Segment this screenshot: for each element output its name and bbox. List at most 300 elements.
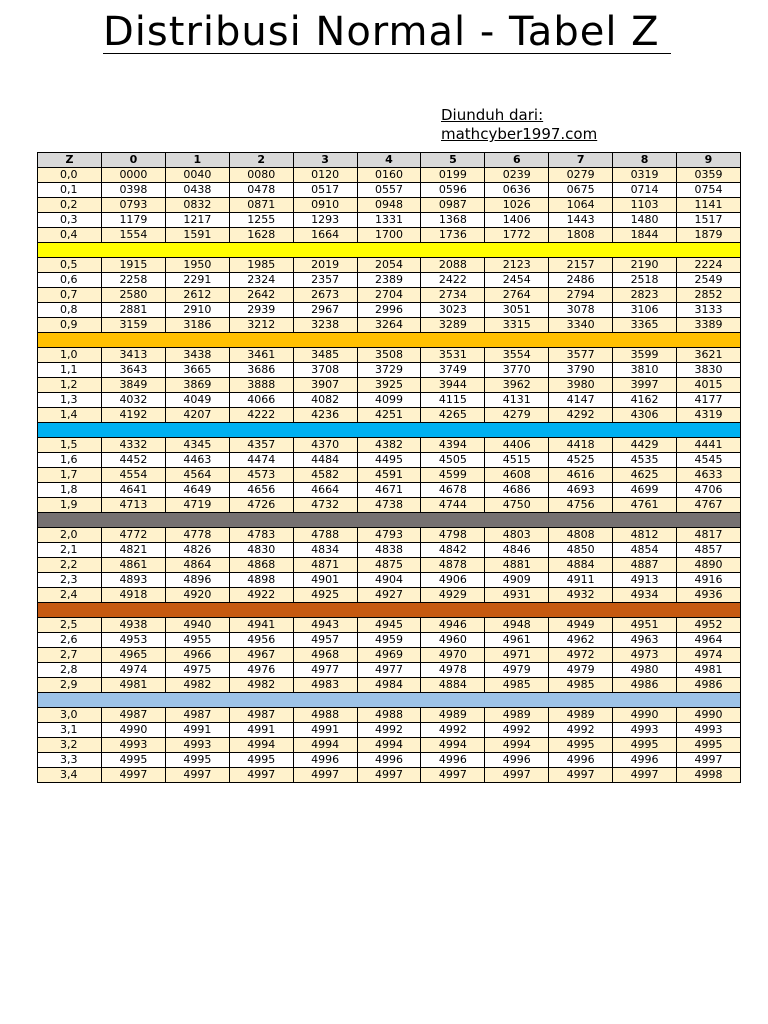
- probability-cell: 4418: [549, 438, 613, 453]
- probability-cell: 4990: [613, 708, 677, 723]
- probability-cell: 4463: [165, 453, 229, 468]
- header-digit-9: 9: [677, 153, 741, 168]
- probability-cell: 4909: [485, 573, 549, 588]
- probability-cell: 3925: [357, 378, 421, 393]
- probability-cell: 4994: [485, 738, 549, 753]
- table-row: [38, 663, 741, 678]
- probability-cell: 0675: [549, 183, 613, 198]
- probability-cell: 3944: [421, 378, 485, 393]
- probability-cell: 4988: [357, 708, 421, 723]
- probability-cell: 4719: [165, 498, 229, 513]
- table-row: [38, 543, 741, 558]
- probability-cell: 1406: [485, 213, 549, 228]
- probability-cell: 4987: [165, 708, 229, 723]
- probability-cell: 4969: [357, 648, 421, 663]
- probability-cell: 1772: [485, 228, 549, 243]
- probability-cell: 4871: [293, 558, 357, 573]
- probability-cell: 4599: [421, 468, 485, 483]
- header-digit-3: 3: [293, 153, 357, 168]
- probability-cell: 4066: [229, 393, 293, 408]
- z-value-cell: 0,2: [38, 198, 102, 213]
- z-value-cell: 0,3: [38, 213, 102, 228]
- z-value-cell: 2,1: [38, 543, 102, 558]
- probability-cell: 4452: [102, 453, 166, 468]
- probability-cell: 4989: [485, 708, 549, 723]
- probability-cell: 1217: [165, 213, 229, 228]
- probability-cell: 4985: [485, 678, 549, 693]
- table-row: [38, 393, 741, 408]
- probability-cell: 4983: [293, 678, 357, 693]
- table-row: [38, 453, 741, 468]
- probability-cell: 4972: [549, 648, 613, 663]
- table-row: [38, 648, 741, 663]
- probability-cell: 1844: [613, 228, 677, 243]
- probability-cell: 4992: [485, 723, 549, 738]
- table-row: [38, 708, 741, 723]
- probability-cell: 4943: [293, 618, 357, 633]
- probability-cell: 4990: [677, 708, 741, 723]
- probability-cell: 3264: [357, 318, 421, 333]
- probability-cell: 4918: [102, 588, 166, 603]
- probability-cell: 4995: [677, 738, 741, 753]
- probability-cell: 4966: [165, 648, 229, 663]
- probability-cell: 4875: [357, 558, 421, 573]
- probability-cell: 4993: [613, 723, 677, 738]
- probability-cell: 2422: [421, 273, 485, 288]
- probability-cell: 4961: [485, 633, 549, 648]
- z-value-cell: 3,0: [38, 708, 102, 723]
- probability-cell: 4591: [357, 468, 421, 483]
- table-row: [38, 348, 741, 363]
- probability-cell: 3485: [293, 348, 357, 363]
- probability-cell: 1443: [549, 213, 613, 228]
- probability-cell: 4996: [293, 753, 357, 768]
- probability-cell: 0793: [102, 198, 166, 213]
- table-header-row: [38, 153, 741, 168]
- probability-cell: 4996: [613, 753, 677, 768]
- probability-cell: 4934: [613, 588, 677, 603]
- probability-cell: 4656: [229, 483, 293, 498]
- probability-cell: 4292: [549, 408, 613, 423]
- probability-cell: 4995: [102, 753, 166, 768]
- probability-cell: 4826: [165, 543, 229, 558]
- probability-cell: 4906: [421, 573, 485, 588]
- probability-cell: 4382: [357, 438, 421, 453]
- probability-cell: 4821: [102, 543, 166, 558]
- probability-cell: 4986: [613, 678, 677, 693]
- probability-cell: 4545: [677, 453, 741, 468]
- probability-cell: 4938: [102, 618, 166, 633]
- probability-cell: 2549: [677, 273, 741, 288]
- z-value-cell: 0,9: [38, 318, 102, 333]
- probability-cell: 4962: [549, 633, 613, 648]
- probability-cell: 4896: [165, 573, 229, 588]
- probability-cell: 4998: [677, 768, 741, 783]
- probability-cell: 3078: [549, 303, 613, 318]
- z-value-cell: 1,5: [38, 438, 102, 453]
- probability-cell: 4147: [549, 393, 613, 408]
- probability-cell: 4699: [613, 483, 677, 498]
- probability-cell: 2642: [229, 288, 293, 303]
- probability-cell: 4808: [549, 528, 613, 543]
- probability-cell: 4406: [485, 438, 549, 453]
- z-value-cell: 2,0: [38, 528, 102, 543]
- probability-cell: 3729: [357, 363, 421, 378]
- probability-cell: 4732: [293, 498, 357, 513]
- probability-cell: 4878: [421, 558, 485, 573]
- probability-cell: 1293: [293, 213, 357, 228]
- probability-cell: 4995: [549, 738, 613, 753]
- probability-cell: 4989: [549, 708, 613, 723]
- header-digit-4: 4: [357, 153, 421, 168]
- probability-cell: 4798: [421, 528, 485, 543]
- probability-cell: 4981: [102, 678, 166, 693]
- probability-cell: 4981: [677, 663, 741, 678]
- probability-cell: 2088: [421, 258, 485, 273]
- probability-cell: 3686: [229, 363, 293, 378]
- probability-cell: 1179: [102, 213, 166, 228]
- probability-cell: 4991: [293, 723, 357, 738]
- probability-cell: 4963: [613, 633, 677, 648]
- group-separator-band: [38, 243, 741, 258]
- probability-cell: 4495: [357, 453, 421, 468]
- table-row: [38, 288, 741, 303]
- probability-cell: 2939: [229, 303, 293, 318]
- probability-cell: 4989: [421, 708, 485, 723]
- probability-cell: 3106: [613, 303, 677, 318]
- probability-cell: 4608: [485, 468, 549, 483]
- probability-cell: 4633: [677, 468, 741, 483]
- table-row: [38, 618, 741, 633]
- probability-cell: 4251: [357, 408, 421, 423]
- probability-cell: 4988: [293, 708, 357, 723]
- z-value-cell: 1,8: [38, 483, 102, 498]
- probability-cell: 4474: [229, 453, 293, 468]
- probability-cell: 0478: [229, 183, 293, 198]
- z-value-cell: 1,0: [38, 348, 102, 363]
- probability-cell: 4979: [549, 663, 613, 678]
- z-value-cell: 0,0: [38, 168, 102, 183]
- probability-cell: 4968: [293, 648, 357, 663]
- z-value-cell: 3,2: [38, 738, 102, 753]
- z-value-cell: 1,2: [38, 378, 102, 393]
- group-separator-band: [38, 423, 741, 438]
- z-value-cell: 0,1: [38, 183, 102, 198]
- probability-cell: 4616: [549, 468, 613, 483]
- probability-cell: 2673: [293, 288, 357, 303]
- probability-cell: 4884: [421, 678, 485, 693]
- group-separator-band: [38, 693, 741, 708]
- probability-cell: 4726: [229, 498, 293, 513]
- probability-cell: 0080: [229, 168, 293, 183]
- table-row: [38, 738, 741, 753]
- probability-cell: 4803: [485, 528, 549, 543]
- document-title: Distribusi Normal - Tabel Z: [103, 9, 660, 55]
- probability-cell: 1700: [357, 228, 421, 243]
- probability-cell: 1255: [229, 213, 293, 228]
- probability-cell: 0948: [357, 198, 421, 213]
- probability-cell: 0279: [549, 168, 613, 183]
- probability-cell: 3849: [102, 378, 166, 393]
- z-value-cell: 1,4: [38, 408, 102, 423]
- z-table: [37, 152, 741, 783]
- table-row: [38, 408, 741, 423]
- probability-cell: 4706: [677, 483, 741, 498]
- probability-cell: 2224: [677, 258, 741, 273]
- table-row: [38, 678, 741, 693]
- group-separator-row: [38, 333, 741, 348]
- probability-cell: 0199: [421, 168, 485, 183]
- probability-cell: 4955: [165, 633, 229, 648]
- probability-cell: 4713: [102, 498, 166, 513]
- probability-cell: 0319: [613, 168, 677, 183]
- probability-cell: 3554: [485, 348, 549, 363]
- probability-cell: 1950: [165, 258, 229, 273]
- probability-cell: 1141: [677, 198, 741, 213]
- probability-cell: 3365: [613, 318, 677, 333]
- probability-cell: 4750: [485, 498, 549, 513]
- probability-cell: 4868: [229, 558, 293, 573]
- probability-cell: 3186: [165, 318, 229, 333]
- probability-cell: 4515: [485, 453, 549, 468]
- probability-cell: 4992: [421, 723, 485, 738]
- probability-cell: 4345: [165, 438, 229, 453]
- probability-cell: 4693: [549, 483, 613, 498]
- probability-cell: 4951: [613, 618, 677, 633]
- probability-cell: 3621: [677, 348, 741, 363]
- probability-cell: 4997: [485, 768, 549, 783]
- probability-cell: 4671: [357, 483, 421, 498]
- probability-cell: 4960: [421, 633, 485, 648]
- table-row: [38, 228, 741, 243]
- probability-cell: 4441: [677, 438, 741, 453]
- probability-cell: 4975: [165, 663, 229, 678]
- table-row: [38, 273, 741, 288]
- probability-cell: 4997: [357, 768, 421, 783]
- probability-cell: 4980: [613, 663, 677, 678]
- z-value-cell: 2,5: [38, 618, 102, 633]
- probability-cell: 2019: [293, 258, 357, 273]
- probability-cell: 4082: [293, 393, 357, 408]
- probability-cell: 3749: [421, 363, 485, 378]
- probability-cell: 4222: [229, 408, 293, 423]
- probability-cell: 4554: [102, 468, 166, 483]
- probability-cell: 3289: [421, 318, 485, 333]
- probability-cell: 3599: [613, 348, 677, 363]
- probability-cell: 3023: [421, 303, 485, 318]
- probability-cell: 4994: [421, 738, 485, 753]
- probability-cell: 4973: [613, 648, 677, 663]
- probability-cell: 1808: [549, 228, 613, 243]
- probability-cell: 4932: [549, 588, 613, 603]
- probability-cell: 0754: [677, 183, 741, 198]
- probability-cell: 4192: [102, 408, 166, 423]
- probability-cell: 4920: [165, 588, 229, 603]
- probability-cell: 1736: [421, 228, 485, 243]
- probability-cell: 4756: [549, 498, 613, 513]
- z-value-cell: 3,4: [38, 768, 102, 783]
- probability-cell: 4778: [165, 528, 229, 543]
- probability-cell: 2852: [677, 288, 741, 303]
- probability-cell: 2612: [165, 288, 229, 303]
- probability-cell: 4987: [102, 708, 166, 723]
- table-row: [38, 438, 741, 453]
- probability-cell: 4971: [485, 648, 549, 663]
- probability-cell: 4959: [357, 633, 421, 648]
- probability-cell: 3708: [293, 363, 357, 378]
- table-row: [38, 528, 741, 543]
- probability-cell: 4992: [357, 723, 421, 738]
- probability-cell: 4484: [293, 453, 357, 468]
- table-row: [38, 378, 741, 393]
- probability-cell: 3133: [677, 303, 741, 318]
- probability-cell: 2454: [485, 273, 549, 288]
- z-value-cell: 0,8: [38, 303, 102, 318]
- probability-cell: 4649: [165, 483, 229, 498]
- probability-cell: 4982: [229, 678, 293, 693]
- probability-cell: 4953: [102, 633, 166, 648]
- probability-cell: 4306: [613, 408, 677, 423]
- probability-cell: 4207: [165, 408, 229, 423]
- probability-cell: 4177: [677, 393, 741, 408]
- table-row: [38, 723, 741, 738]
- probability-cell: 4995: [613, 738, 677, 753]
- probability-cell: 0557: [357, 183, 421, 198]
- probability-cell: 2258: [102, 273, 166, 288]
- probability-cell: 0000: [102, 168, 166, 183]
- group-separator-band: [38, 603, 741, 618]
- probability-cell: 4265: [421, 408, 485, 423]
- probability-cell: 3643: [102, 363, 166, 378]
- probability-cell: 4279: [485, 408, 549, 423]
- probability-cell: 4881: [485, 558, 549, 573]
- source-link[interactable]: mathcyber1997.com: [441, 125, 598, 143]
- probability-cell: 4641: [102, 483, 166, 498]
- table-row: [38, 303, 741, 318]
- probability-cell: 1554: [102, 228, 166, 243]
- z-value-cell: 0,6: [38, 273, 102, 288]
- probability-cell: 4162: [613, 393, 677, 408]
- probability-cell: 1064: [549, 198, 613, 213]
- group-separator-row: [38, 423, 741, 438]
- probability-cell: 4940: [165, 618, 229, 633]
- probability-cell: 0239: [485, 168, 549, 183]
- probability-cell: 4319: [677, 408, 741, 423]
- probability-cell: 4941: [229, 618, 293, 633]
- probability-cell: 2704: [357, 288, 421, 303]
- probability-cell: 4997: [229, 768, 293, 783]
- z-value-cell: 3,1: [38, 723, 102, 738]
- probability-cell: 4049: [165, 393, 229, 408]
- probability-cell: 4977: [293, 663, 357, 678]
- probability-cell: 4370: [293, 438, 357, 453]
- probability-cell: 4982: [165, 678, 229, 693]
- probability-cell: 3413: [102, 348, 166, 363]
- probability-cell: 4357: [229, 438, 293, 453]
- header-z: Z: [38, 153, 102, 168]
- probability-cell: 3810: [613, 363, 677, 378]
- probability-cell: 3531: [421, 348, 485, 363]
- probability-cell: 4976: [229, 663, 293, 678]
- probability-cell: 4956: [229, 633, 293, 648]
- probability-cell: 4997: [293, 768, 357, 783]
- probability-cell: 4394: [421, 438, 485, 453]
- probability-cell: 4990: [102, 723, 166, 738]
- probability-cell: 4996: [421, 753, 485, 768]
- probability-cell: 3577: [549, 348, 613, 363]
- probability-cell: 0120: [293, 168, 357, 183]
- probability-cell: 0517: [293, 183, 357, 198]
- probability-cell: 4984: [357, 678, 421, 693]
- table-row: [38, 168, 741, 183]
- z-value-cell: 0,4: [38, 228, 102, 243]
- probability-cell: 4898: [229, 573, 293, 588]
- group-separator-row: [38, 243, 741, 258]
- header-digit-0: 0: [102, 153, 166, 168]
- header-digit-5: 5: [421, 153, 485, 168]
- group-separator-row: [38, 603, 741, 618]
- probability-cell: 2389: [357, 273, 421, 288]
- table-row: [38, 768, 741, 783]
- probability-cell: 4893: [102, 573, 166, 588]
- probability-cell: 4992: [549, 723, 613, 738]
- probability-cell: 1480: [613, 213, 677, 228]
- probability-cell: 4887: [613, 558, 677, 573]
- probability-cell: 4994: [357, 738, 421, 753]
- probability-cell: 0040: [165, 168, 229, 183]
- probability-cell: 1026: [485, 198, 549, 213]
- probability-cell: 1368: [421, 213, 485, 228]
- probability-cell: 4131: [485, 393, 549, 408]
- probability-cell: 4991: [165, 723, 229, 738]
- probability-cell: 3212: [229, 318, 293, 333]
- z-value-cell: 0,7: [38, 288, 102, 303]
- table-row: [38, 498, 741, 513]
- probability-cell: 2357: [293, 273, 357, 288]
- group-separator-band: [38, 513, 741, 528]
- probability-cell: 4236: [293, 408, 357, 423]
- probability-cell: 4957: [293, 633, 357, 648]
- probability-cell: 4925: [293, 588, 357, 603]
- probability-cell: 4948: [485, 618, 549, 633]
- probability-cell: 1517: [677, 213, 741, 228]
- probability-cell: 0871: [229, 198, 293, 213]
- probability-cell: 4931: [485, 588, 549, 603]
- probability-cell: 4993: [677, 723, 741, 738]
- probability-cell: 3051: [485, 303, 549, 318]
- probability-cell: 2823: [613, 288, 677, 303]
- probability-cell: 3340: [549, 318, 613, 333]
- probability-cell: 4857: [677, 543, 741, 558]
- probability-cell: 4761: [613, 498, 677, 513]
- probability-cell: 4994: [229, 738, 293, 753]
- probability-cell: 2734: [421, 288, 485, 303]
- probability-cell: 4965: [102, 648, 166, 663]
- probability-cell: 4927: [357, 588, 421, 603]
- probability-cell: 4830: [229, 543, 293, 558]
- probability-cell: 4977: [357, 663, 421, 678]
- probability-cell: 4564: [165, 468, 229, 483]
- probability-cell: 4974: [102, 663, 166, 678]
- table-row: [38, 588, 741, 603]
- table-body: [38, 168, 741, 783]
- probability-cell: 2764: [485, 288, 549, 303]
- probability-cell: 2996: [357, 303, 421, 318]
- probability-cell: 3438: [165, 348, 229, 363]
- probability-cell: 4985: [549, 678, 613, 693]
- z-value-cell: 1,3: [38, 393, 102, 408]
- probability-cell: 2054: [357, 258, 421, 273]
